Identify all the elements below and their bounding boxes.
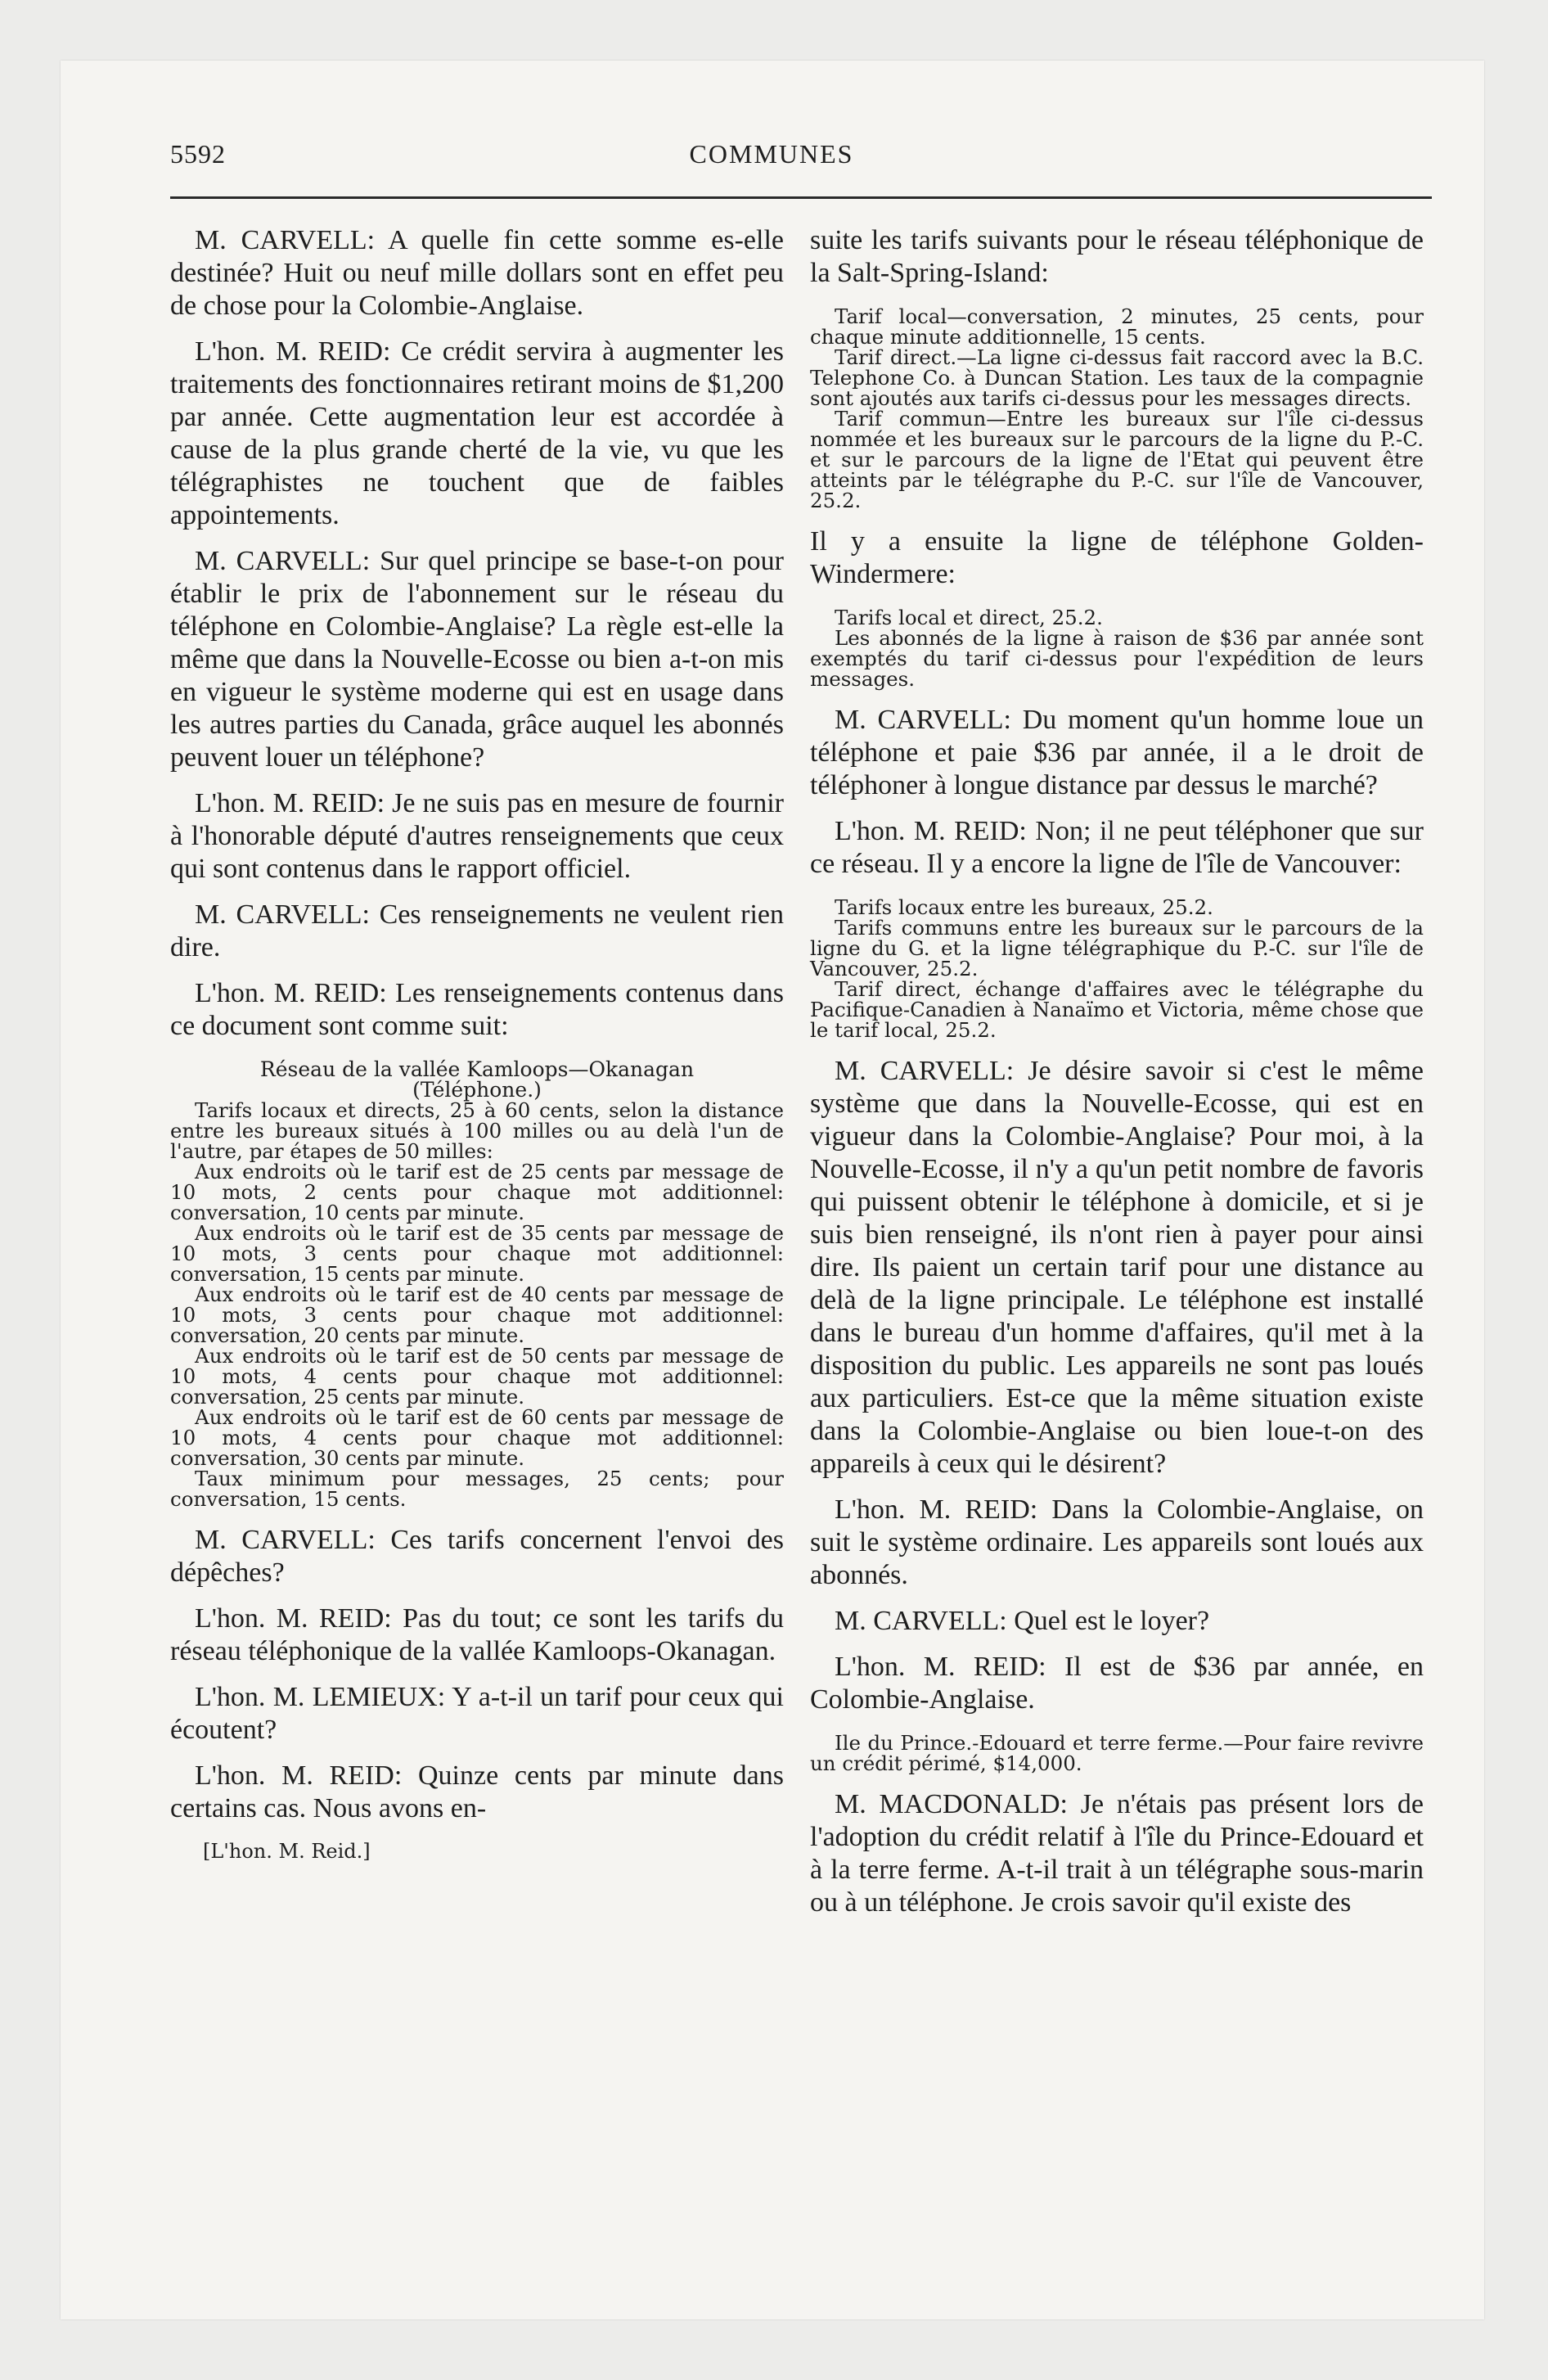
speech-text: Quinze cents par minute dans certains cas. Nous avons en- xyxy=(170,1760,784,1823)
speaker-name: M. CARVELL: xyxy=(835,1056,1015,1086)
quoted-tariff: Les abonnés de la ligne à raison de $36 par année sont exemptés du tarif ci-dessus pour l'expédition de leurs messages. xyxy=(810,626,1424,691)
quoted-tariff: Tarifs locaux entre les bureaux, 25.2. xyxy=(835,895,1213,919)
speaker-name: M. CARVELL: xyxy=(195,899,370,930)
speech-text: Il est de $36 par année, en Colombie-Anglaise. xyxy=(810,1652,1424,1715)
speech-paragraph xyxy=(810,525,1424,591)
speech-text: Pas du tout; ce sont les tarifs du réseau téléphonique de la vallée Kamloops-Okanagan. xyxy=(170,1603,784,1666)
speech-text: Je désire savoir si c'est le même système que dans la Nouvelle-Ecosse, qui est en vigueur dans la Colombie-Anglaise? Pour moi, à la Nouvelle-Ecosse, il n'y a qu'un petit nombre de favoris qui puissent obtenir le téléphone à domicile, et si je suis bien renseigné, ils n'ont rien à payer pour ainsi dire. Ils paient un certain tarif pour une distance au delà de la ligne principale. Le téléphone est installé dans le bureau d'un homme d'affaires, qu'il met à la disposition du public. Les appareils ne sont pas loués aux particuliers. Est-ce que la même situation existe dans la Colombie-Anglaise ou bien loue-t-on des appareils à ceux qui le désirent? xyxy=(810,1056,1424,1479)
quoted-tariff: Tarif direct, échange d'affaires avec le télégraphe du Pacifique-Canadien à Nanaïmo et Victoria, même chose que le tarif local, 25.2. xyxy=(810,977,1424,1042)
speech-paragraph xyxy=(170,977,784,1043)
speech-paragraph xyxy=(170,1524,784,1589)
speaker-name: M. CARVELL: xyxy=(195,1525,376,1555)
speech-paragraph xyxy=(810,815,1424,881)
quoted-tariff: Tarifs locaux et directs, 25 à 60 cents, selon la distance entre les bureaux situés à 100 milles ou au delà l'un de l'autre, par étapes de 50 milles: xyxy=(170,1098,784,1163)
quote-heading: (Téléphone.) xyxy=(412,1078,542,1102)
speech-text: Dans la Colombie-Anglaise, on suit le système ordinaire. Les appareils sont loués aux abonnés. xyxy=(810,1494,1424,1590)
right-column xyxy=(810,224,1424,1932)
quoted-tariff: Ile du Prince.-Edouard et terre ferme.—Pour faire revivre un crédit périmé, $14,000. xyxy=(810,1731,1424,1775)
header-title: COMMUNES xyxy=(689,139,854,169)
running-header xyxy=(111,139,1432,178)
quoted-tariff: Aux endroits où le tarif est de 25 cents par message de 10 mots, 2 cents pour chaque mot additionnel: conversation, 10 cents par minute. xyxy=(170,1160,784,1224)
quoted-tariff: Tarifs communs entre les bureaux sur le parcours de la ligne du G. et la ligne télégraphique du P.-C. sur l'île de Vancouver, 25.2. xyxy=(810,916,1424,980)
speech-text: A quelle fin cette somme es-elle destinée? Huit ou neuf mille dollars sont en effet peu de chose pour la Colombie-Anglaise. xyxy=(170,225,784,321)
speech-paragraph xyxy=(810,1788,1424,1919)
speech-text: Ces tarifs concernent l'envoi des dépêches? xyxy=(170,1525,784,1588)
quoted-tariff: Aux endroits où le tarif est de 40 cents par message de 10 mots, 3 cents pour chaque mot additionnel: conversation, 20 cents par minute. xyxy=(170,1282,784,1347)
speech-paragraph xyxy=(170,545,784,774)
speaker-name: M. CARVELL: xyxy=(835,1606,1007,1636)
speech-paragraph xyxy=(170,1602,784,1668)
speech-text: Sur quel principe se base-t-on pour établir le prix de l'abonnement sur le réseau du téléphone en Colombie-Anglaise? La règle est-elle la même que dans la Nouvelle-Ecosse ou bien a-t-on mis en vigueur le système moderne qui est en usage dans les autres parties du Canada, grâce auquel les abonnés peuvent louer un téléphone? xyxy=(170,546,784,773)
speech-paragraph xyxy=(810,1605,1424,1638)
left-column xyxy=(170,224,784,1863)
speaker-name: M. MACDONALD: xyxy=(835,1789,1068,1819)
speech-paragraph xyxy=(170,224,784,322)
header-rule xyxy=(170,196,1432,199)
speech-paragraph xyxy=(170,899,784,964)
quoted-tariff: Tarifs local et direct, 25.2. xyxy=(835,606,1103,629)
speech-paragraph xyxy=(810,1494,1424,1592)
speech-text: Il y a ensuite la ligne de téléphone Golden-Windermere: xyxy=(810,526,1424,589)
speech-text: Ce crédit servira à augmenter les traitements des fonctionnaires retirant moins de $1,200 par année. Cette augmentation leur est accordée à cause de la plus grande cherté de la vie, vu que les télégraphistes ne touchent que de faibles appointements. xyxy=(170,336,785,530)
speaker-name: L'hon. M. REID: xyxy=(835,1652,1046,1682)
speaker-name: M. CARVELL: xyxy=(195,546,371,576)
speech-paragraph xyxy=(810,704,1424,802)
page-number: 5592 xyxy=(170,139,226,169)
quoted-tariff: Tarif direct.—La ligne ci-dessus fait raccord avec la B.C. Telephone Co. à Duncan Station. Les taux de la compagnie sont ajoutés aux tarifs ci-dessus pour les messages directs. xyxy=(810,345,1424,410)
quoted-tariff: Aux endroits où le tarif est de 50 cents par message de 10 mots, 4 cents pour chaque mot additionnel: conversation, 25 cents par minute. xyxy=(170,1344,784,1409)
quoted-tariff: Aux endroits où le tarif est de 60 cents par message de 10 mots, 4 cents pour chaque mot additionnel: conversation, 30 cents par minute. xyxy=(170,1405,784,1470)
speech-paragraph xyxy=(170,1681,784,1747)
quote-heading: Réseau de la vallée Kamloops—Okanagan xyxy=(259,1057,695,1081)
speaker-name: L'hon. M. REID: xyxy=(195,978,387,1008)
speaker-name: L'hon. M. REID: xyxy=(835,1494,1038,1525)
speaker-name: L'hon. M. REID: xyxy=(195,336,391,367)
speech-paragraph xyxy=(810,224,1424,290)
speech-paragraph xyxy=(810,1651,1424,1716)
speech-text: Y a-t-il un tarif pour ceux qui écoutent? xyxy=(170,1682,784,1745)
speech-text: Je ne suis pas en mesure de fournir à l'honorable député d'autres renseignements que ceux qui sont contenus dans le rapport officiel. xyxy=(170,788,785,884)
quoted-tariff: Tarif commun—Entre les bureaux sur l'île ci-dessus nommée et les bureaux sur le parcours de la ligne du P.-C. et sur le parcours de la ligne de l'Etat qui peuvent être atteints par le télégraphe du P.-C. sur l'île de Vancouver, 25.2. xyxy=(810,407,1424,512)
speaker-name: L'hon. M. REID: xyxy=(195,1603,392,1634)
quoted-tariff: Taux minimum pour messages, 25 cents; pour conversation, 15 cents. xyxy=(170,1467,784,1511)
speech-paragraph xyxy=(810,1055,1424,1481)
quoted-tariff: Aux endroits où le tarif est de 35 cents par message de 10 mots, 3 cents pour chaque mot additionnel: conversation, 15 cents par minute. xyxy=(170,1221,784,1286)
speech-text: Quel est le loyer? xyxy=(1014,1606,1210,1636)
speech-paragraph xyxy=(170,787,784,886)
speech-paragraph xyxy=(170,336,784,532)
speaker-footer: [L'hon. M. Reid.] xyxy=(203,1840,371,1863)
speaker-name: M. CARVELL: xyxy=(195,225,376,255)
speaker-name: M. CARVELL: xyxy=(835,705,1011,735)
speech-text: Du moment qu'un homme loue un téléphone et paie $36 par année, il a le droit de téléphoner à longue distance par dessus le marché? xyxy=(810,705,1424,800)
quoted-tariff: Tarif local—conversation, 2 minutes, 25 cents, pour chaque minute additionnelle, 15 cents. xyxy=(810,304,1424,349)
speaker-name: L'hon. M. REID: xyxy=(195,788,385,818)
speech-text: Je n'étais pas présent lors de l'adoption du crédit relatif à l'île du Prince-Edouard et à la terre ferme. A-t-il trait à un télégraphe sous-marin ou à un téléphone. Je crois savoir qu'il existe des xyxy=(810,1789,1424,1918)
speech-text: Ces renseignements ne veulent rien dire. xyxy=(170,899,785,962)
speech-text: Les renseignements contenus dans ce document sont comme suit: xyxy=(170,978,784,1041)
speaker-name: L'hon. M. REID: xyxy=(195,1760,403,1791)
speech-text: suite les tarifs suivants pour le réseau téléphonique de la Salt-Spring-Island: xyxy=(810,225,1424,288)
speaker-name: L'hon. M. LEMIEUX: xyxy=(195,1682,446,1712)
speech-paragraph xyxy=(170,1760,784,1825)
speech-text: Non; il ne peut téléphoner que sur ce réseau. Il y a encore la ligne de l'île de Vancouver: xyxy=(810,816,1424,879)
speaker-name: L'hon. M. REID: xyxy=(835,816,1027,846)
